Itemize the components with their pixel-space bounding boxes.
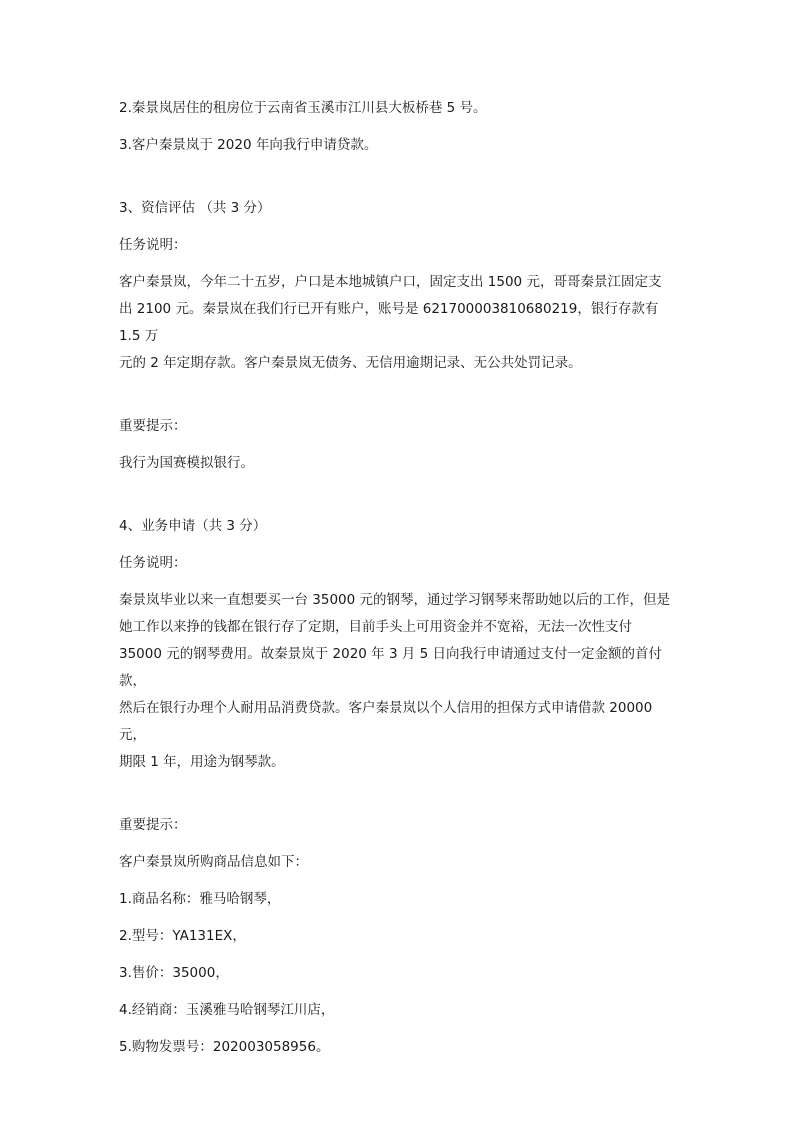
paragraph-line: 客户秦景岚，今年二十五岁，户口是本地城镇户口，固定支出 1500 元，哥哥秦景江固定支	[119, 274, 662, 290]
task-label: 任务说明：	[119, 555, 187, 571]
task-label: 任务说明：	[119, 237, 187, 253]
document-page	[119, 95, 679, 1061]
paragraph-line: 35000 元的钢琴费用。故秦景岚于 2020 年 3 月 5 日向我行申请通过支付一定金额的首付款，	[119, 646, 663, 689]
list-item: 3.售价：35000，	[119, 965, 229, 981]
paragraph-line: 出 2100 元。秦景岚在我们行已开有账户，账号是 6217000038106802​19，银行存款有 1.5 万	[119, 301, 659, 344]
paragraph-line: 她工作以来挣的钱都在银行存了定期，目前手头上可用资金并不宽裕，无法一次性支付	[119, 619, 632, 635]
tip-text: 我行为国赛模拟银行。	[119, 455, 254, 471]
tip-text: 客户秦景岚所购商品信息如下：	[119, 854, 308, 870]
paragraph-line: 元的 2 年定期存款。客户秦景岚无债务、无信用逾期记录、无公共处罚记录。	[119, 355, 582, 371]
list-item: 2.型号：YA131EX，	[119, 928, 246, 944]
paragraph-line: 然后在银行办理个人耐用品消费贷款。客户秦景岚以个人信用的担保方式申请借款 20000 元，	[119, 700, 653, 743]
list-item: 3.客户秦景岚于 2020 年向我行申请贷款。	[119, 137, 378, 153]
paragraph-line: 秦景岚毕业以来一直想要买一台 35000 元的钢琴，通过学习钢琴来帮助她以后的工作，但是	[119, 592, 671, 608]
section-title: 3、资信评估 （共 3 分）	[119, 200, 271, 216]
section-title: 4、业务申请（共 3 分）	[119, 518, 267, 534]
list-item: 1.商品名称：雅马哈钢琴，	[119, 891, 281, 907]
list-item: 5.购物发票号：202003058956。	[119, 1039, 330, 1055]
list-item: 2.秦景岚居住的租房位于云南省玉溪市江川县大板桥巷 5 号。	[119, 100, 487, 116]
list-item: 4.经销商：玉溪雅马哈钢琴江川店，	[119, 1002, 335, 1018]
tip-label: 重要提示：	[119, 418, 187, 434]
paragraph-line: 期限 1 年，用途为钢琴款。	[119, 754, 285, 770]
tip-label: 重要提示：	[119, 817, 187, 833]
